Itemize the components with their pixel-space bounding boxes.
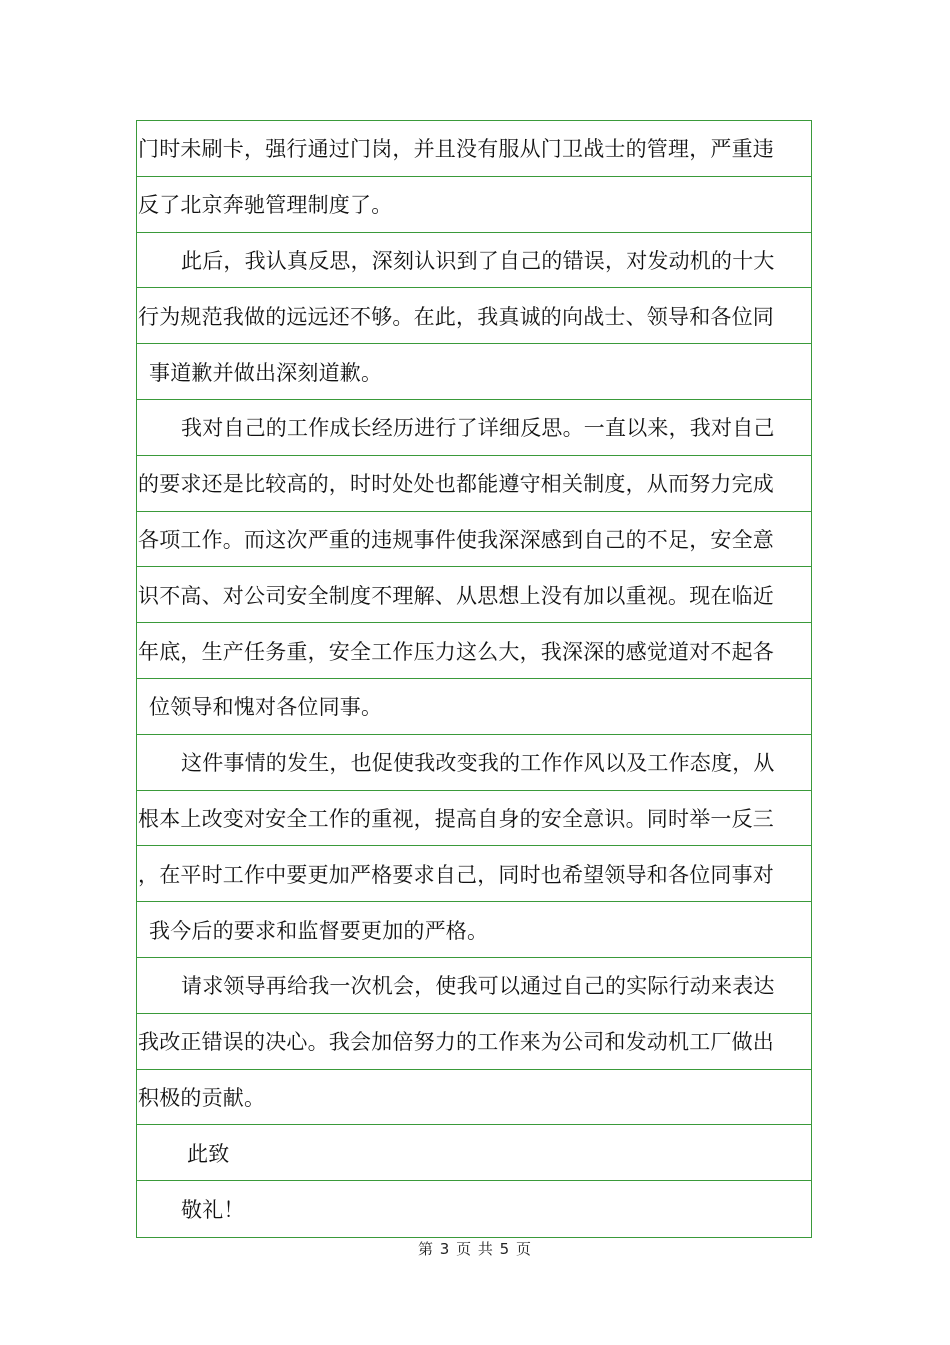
text-line: 积极的贡献。	[137, 1070, 811, 1126]
page-number-footer: 第 3 页 共 5 页	[418, 1240, 532, 1258]
text-line: 这件事情的发生，也促使我改变我的工作作风以及工作态度，从	[137, 735, 811, 791]
text-line: 我今后的要求和监督要更加的严格。	[137, 902, 811, 958]
text-line: 各项工作。而这次严重的违规事件使我深深感到自己的不足，安全意	[137, 512, 811, 568]
text-line: 此后，我认真反思，深刻认识到了自己的错误，对发动机的十大	[137, 233, 811, 289]
text-line: 行为规范我做的远远还不够。在此，我真诚的向战士、领导和各位同	[137, 288, 811, 344]
text-line: 反了北京奔驰管理制度了。	[137, 177, 811, 233]
text-line: 的要求还是比较高的，时时处处也都能遵守相关制度，从而努力完成	[137, 456, 811, 512]
text-line: 我改正错误的决心。我会加倍努力的工作来为公司和发动机工厂做出	[137, 1014, 811, 1070]
text-line: 我对自己的工作成长经历进行了详细反思。一直以来，我对自己	[137, 400, 811, 456]
text-line: ，在平时工作中要更加严格要求自己，同时也希望领导和各位同事对	[137, 846, 811, 902]
text-line: 年底，生产任务重，安全工作压力这么大，我深深的感觉道对不起各	[137, 623, 811, 679]
text-line: 门时未刷卡，强行通过门岗，并且没有服从门卫战士的管理，严重违	[137, 121, 811, 177]
text-line: 请求领导再给我一次机会，使我可以通过自己的实际行动来表达	[137, 958, 811, 1014]
text-line: 事道歉并做出深刻道歉。	[137, 344, 811, 400]
text-line: 位领导和愧对各位同事。	[137, 679, 811, 735]
text-line: 识不高、对公司安全制度不理解、从思想上没有加以重视。现在临近	[137, 567, 811, 623]
letter-body-table	[136, 120, 812, 1238]
closing-regards: 敬礼！	[181, 1198, 245, 1223]
closing-salutation: 此致	[137, 1125, 811, 1181]
text-line: 根本上改变对安全工作的重视，提高自身的安全意识。同时举一反三	[137, 791, 811, 847]
